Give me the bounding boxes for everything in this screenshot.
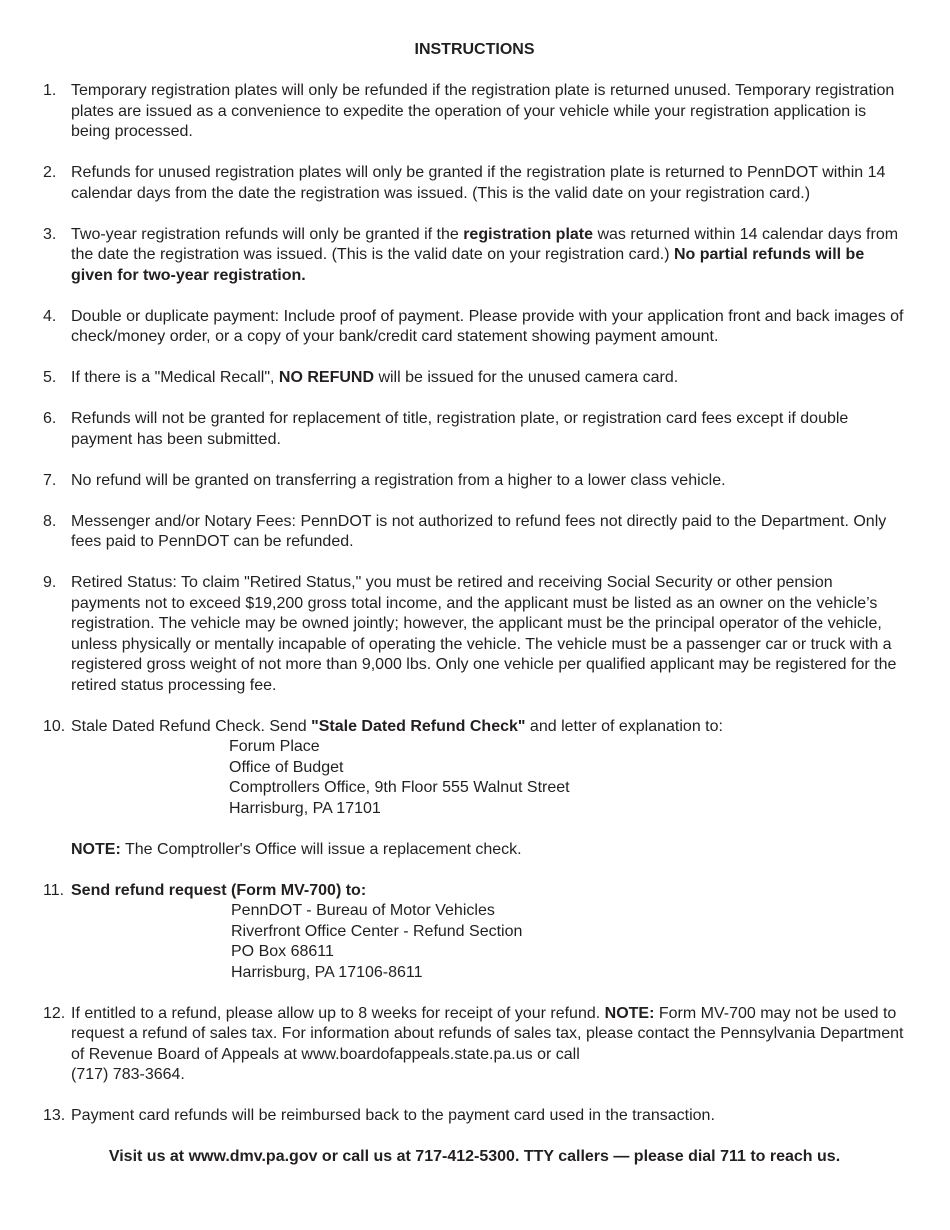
mailing-address xyxy=(71,737,906,819)
item-number: 2. xyxy=(43,164,57,181)
item-number: 4. xyxy=(43,307,57,325)
item-number: 12. xyxy=(43,1004,66,1022)
item-number: 3. xyxy=(43,225,57,243)
address-line: PennDOT - Bureau of Motor Vehicles xyxy=(231,902,495,919)
comptroller-note: NOTE: The Comptroller's Office will issue a replacement check. xyxy=(71,840,522,858)
instruction-item-2 xyxy=(43,163,906,204)
item-text: Refunds will not be granted for replacement of title, registration plate, or registration card fees except if double payment has been submitted. xyxy=(71,410,849,448)
item-number: 10. xyxy=(43,717,66,735)
address-line: Comptrollers Office, 9th Floor 555 Walnut Street xyxy=(229,779,570,796)
item-number: 7. xyxy=(43,471,57,489)
item-text: Send refund request (Form MV-700) to: xyxy=(71,881,367,899)
instruction-item-5 xyxy=(43,368,906,389)
item-text: Temporary registration plates will only be refunded if the registration plate is returned unused. Temporary registration plates are issued as a convenience to expedite the operation of your vehicle while your registration application is being processed. xyxy=(71,82,895,140)
item-number: 6. xyxy=(43,410,57,427)
item-number: 5. xyxy=(43,369,57,386)
address-line: Forum Place xyxy=(229,738,320,755)
item-number: 9. xyxy=(43,574,57,591)
address-line: Riverfront Office Center - Refund Section xyxy=(231,922,523,940)
address-line: Harrisburg, PA 17101 xyxy=(229,799,381,817)
instruction-item-7 xyxy=(43,471,906,492)
item-text: Double or duplicate payment: Include proof of payment. Please provide with your application front and back images of check/money order, or a copy of your bank/credit card statement showing payment amount. xyxy=(71,307,904,345)
instruction-item-11 xyxy=(43,881,906,984)
instruction-item-3 xyxy=(43,225,906,287)
instruction-item-8 xyxy=(43,512,906,553)
item-number: 1. xyxy=(43,82,57,99)
item-text: Stale Dated Refund Check. Send "Stale Dated Refund Check" and letter of explanation to: xyxy=(71,717,723,735)
instruction-item-12 xyxy=(43,1004,906,1086)
item-text: Refunds for unused registration plates will only be granted if the registration plate is returned to PennDOT within 14 calendar days from the date the registration was issued. (This is the valid date on your registration card.) xyxy=(71,164,886,202)
item-number: 11. xyxy=(43,881,65,899)
instruction-item-9 xyxy=(43,573,906,696)
address-line: Office of Budget xyxy=(229,758,344,776)
instruction-item-10 xyxy=(43,717,906,820)
instruction-item-1 xyxy=(43,81,906,143)
item-text: If there is a "Medical Recall", NO REFUND will be issued for the unused camera card. xyxy=(71,369,679,386)
item-text: No refund will be granted on transferring a registration from a higher to a lower class vehicle. xyxy=(71,471,726,489)
mailing-address xyxy=(71,901,906,983)
item-text: Messenger and/or Notary Fees: PennDOT is not authorized to refund fees not directly paid to the Department. Only fees paid to PennDOT can be refunded. xyxy=(71,512,887,550)
item-text: Payment card refunds will be reimbursed back to the payment card used in the transaction. xyxy=(71,1107,715,1124)
instruction-item-4 xyxy=(43,307,906,348)
contact-footer: Visit us at www.dmv.pa.gov or call us at 717-412-5300. TTY callers — please dial 711 to reach us. xyxy=(108,1148,841,1165)
item-text: Retired Status: To claim "Retired Status," you must be retired and receiving Social Security or other pension payments not to exceed $19,200 gross total income, and the applicant must be listed as an owner on the vehicle’s registration. The vehicle may be owned jointly; however, the applicant must be the principal operator of the vehicle, unless physically or mentally incapable of operating the vehicle. The vehicle must be a passenger car or truck with a registered gross weight of not more than 9,000 lbs. Only one vehicle per qualified applicant may be registered for the retired status processing fee. xyxy=(71,574,897,694)
item-number: 13. xyxy=(43,1107,66,1124)
instruction-item-6 xyxy=(43,409,906,450)
page-title: INSTRUCTIONS xyxy=(414,41,535,58)
address-line: PO Box 68611 xyxy=(231,943,334,960)
item-number: 8. xyxy=(43,512,57,530)
instruction-item-13 xyxy=(43,1106,906,1127)
item-text: If entitled to a refund, please allow up to 8 weeks for receipt of your refund. NOTE: Form MV-700 may not be used to request a refund of sales tax. For information about refunds of sales tax, please contact the Pennsylvania Department of Revenue Board of Appeals at www.boardofappeals.state.pa.us or call (717) 783-3664. xyxy=(71,1004,904,1083)
item-text: Two-year registration refunds will only be granted if the registration plate was returned within 14 calendar days from the date the registration was issued. (This is the valid date on your registration card.) No partial refunds will be given for two-year registration. xyxy=(71,225,899,284)
address-line: Harrisburg, PA 17106-8611 xyxy=(231,963,423,981)
